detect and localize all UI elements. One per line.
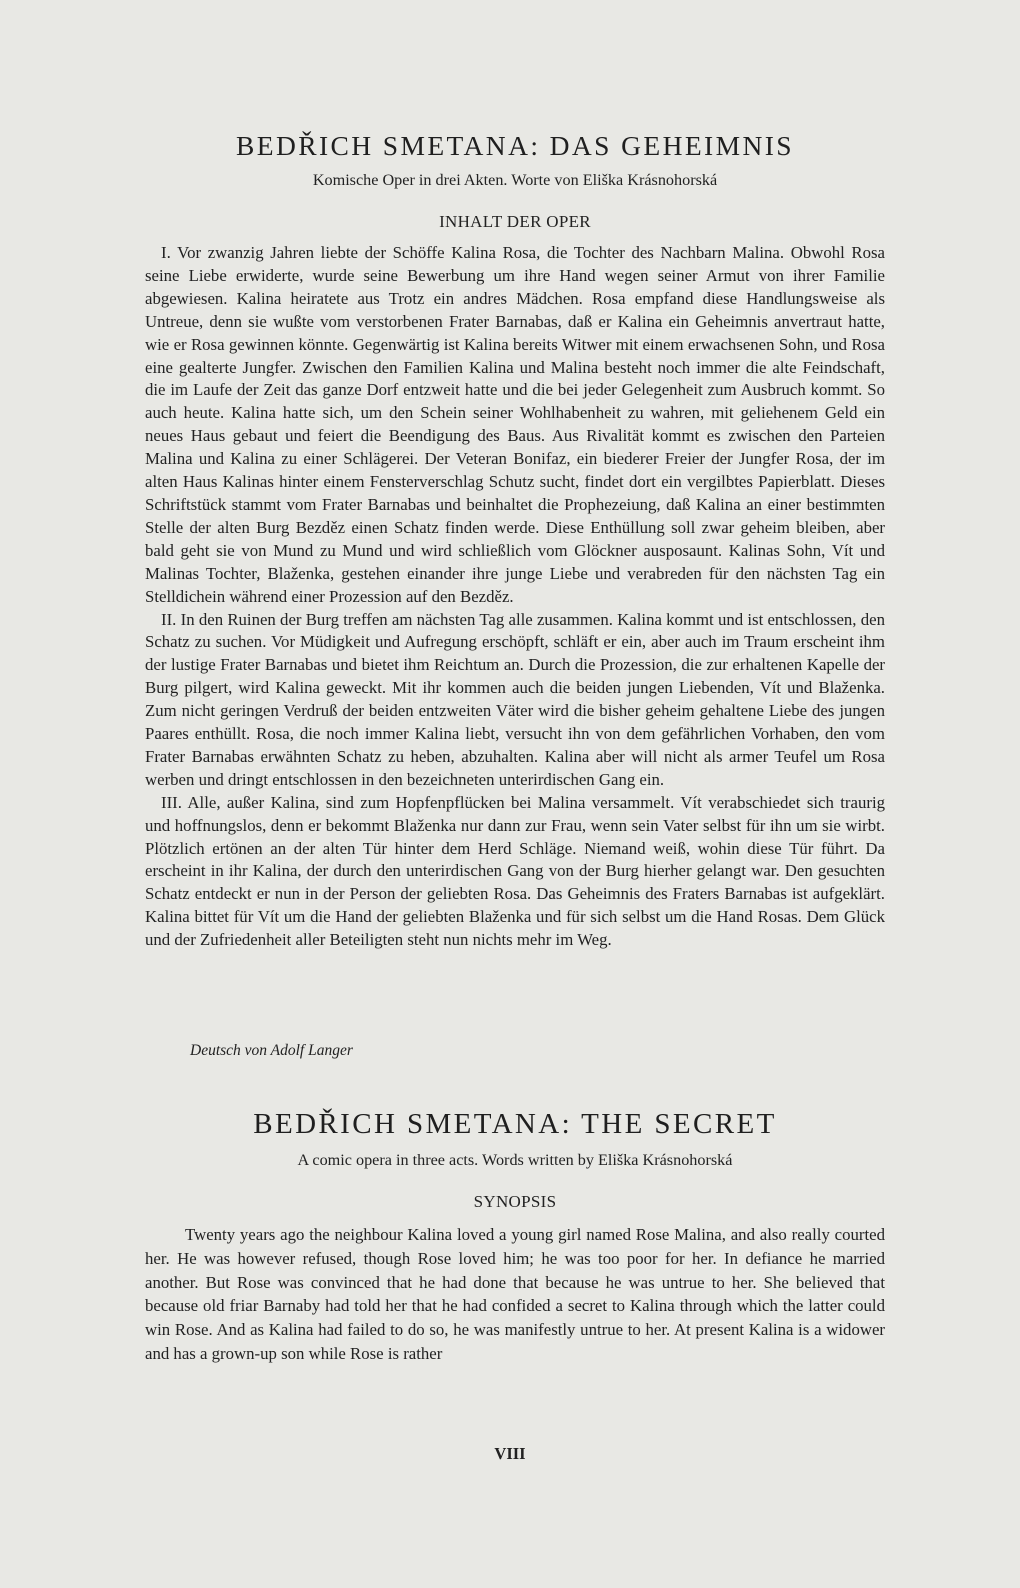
english-heading: SYNOPSIS xyxy=(473,1192,557,1211)
page-number: VIII xyxy=(494,1444,526,1463)
english-paragraph: Twenty years ago the neighbour Kalina loved a young girl named Rose Malina, and also really courted her. He was however refused, though Rose loved him; he was too poor for her. In defiance he married another. But Rose was convinced that he had done that because he was untrue to her. She believed that because old friar Barnaby had told her that he had confided a secret to Kalina through which the latter could win Rose. And as Kalina had failed to do so, he was manifestly untrue to her. At present Kalina is a widower and has a grown-up son while Rose is rather xyxy=(145,1225,885,1363)
german-subtitle: Komische Oper in drei Akten. Worte von Eliška Krásnohorská xyxy=(312,171,718,189)
german-section xyxy=(145,130,885,952)
german-heading: INHALT DER OPER xyxy=(439,212,591,231)
german-synopsis xyxy=(145,242,885,952)
translator-credit: Deutsch von Adolf Langer xyxy=(190,1042,353,1059)
english-section xyxy=(145,1108,885,1366)
english-subtitle: A comic opera in three acts. Words written by Eliška Krásnohorská xyxy=(297,1151,733,1169)
act-two-paragraph: II. In den Ruinen der Burg treffen am nächsten Tag alle zusammen. Kalina kommt und ist entschlossen, den Schatz zu suchen. Vor Müdigkeit und Aufregung erschöpft, schläft er ein, aber auch im Traum erscheint ihm der lustige Frater Barnabas und bietet ihm Reichtum an. Durch die Prozession, die zur erhaltenen Kapelle der Burg pilgert, wird Kalina geweckt. Mit ihr kommen auch die beiden jungen Liebenden, Vít und Blaženka. Zum nicht geringen Verdruß der beiden entzweiten Väter wird die bisher geheim gehaltene Liebe des jungen Paares enthüllt. Rosa, die noch immer Kalina liebt, versucht ihn von dem gefährlichen Vorhaben, den vom Frater Barnabas erwähnten Schatz zu heben, abzuhalten. Kalina aber will nicht als armer Teufel um Rosa werben und dringt entschlossen in den bezeichneten unterirdischen Gang ein. xyxy=(145,609,885,789)
act-one-paragraph: I. Vor zwanzig Jahren liebte der Schöffe Kalina Rosa, die Tochter des Nachbarn Malina. Obwohl Rosa seine Liebe erwiderte, wurde seine Bewerbung um ihre Hand wegen seiner Armut von ihrer Familie abgewiesen. Kalina heiratete aus Trotz ein andres Mädchen. Rosa empfand diese Handlungsweise als Untreue, denn sie wußte vom verstorbenen Frater Barnabas, daß er Kalina ein Geheimnis anvertraut hatte, wie er Rosa gewinnen könnte. Gegenwärtig ist Kalina bereits Witwer mit einem erwachsenen Sohn, und Rosa eine gealterte Jungfer. Zwischen den Familien Kalina und Malina besteht noch immer die alte Feindschaft, die im Laufe der Zeit das ganze Dorf entzweit hatte und die bei jeder Gelegenheit zum Ausbruch kommt. So auch heute. Kalina hatte sich, um den Schein seiner Wohlhabenheit zu wahren, mit geliehenem Geld ein neues Haus gebaut und feiert die Beendigung des Baus. Aus Rivalität kommt es zwischen den Parteien Malina und Kalina zu einer Schlägerei. Der Veteran Bonifaz, ein biederer Freier der Jungfer Rosa, der im alten Haus Kalinas hinter einem Fensterverschlag Schutz sucht, findet dort ein vergilbtes Papierblatt. Dieses Schriftstück stammt vom Frater Barnabas und beinhaltet die Prophezeiung, daß Kalina an einer bestimmten Stelle der alten Burg Bezděz einen Schatz finden werde. Diese Enthüllung soll zwar geheim bleiben, aber bald geht sie von Mund zu Mund und wird schließlich vom Glöckner ausposaunt. Kalinas Sohn, Vít und Malinas Tochter, Blaženka, gestehen einander ihre junge Liebe und verabreden für den nächsten Tag ein Stelldichein während einer Prozession auf den Bezděz. xyxy=(145,243,885,606)
german-title: BEDŘICH SMETANA: DAS GEHEIMNIS xyxy=(236,130,794,161)
act-three-paragraph: III. Alle, außer Kalina, sind zum Hopfenpflücken bei Malina versammelt. Vít verabschiedet sich traurig und hoffnungslos, denn er bekommt Blaženka nur dann zur Frau, wenn sein Vater selbst für ihn um sie wirbt. Plötzlich ertönen an der alten Tür hinter dem Herd Schläge. Niemand weiß, wohin diese Tür führt. Da erscheint in ihr Kalina, der durch den unterirdischen Gang von der Burg hierher gelangt war. Den gesuchten Schatz entdeckt er nun in der Person der geliebten Rosa. Das Geheimnis des Fraters Barnabas ist aufgeklärt. Kalina bittet für Vít um die Hand der geliebten Blaženka und für sich selbst um die Hand Rosas. Dem Glück und der Zufriedenheit aller Beteiligten steht nun nichts mehr im Weg. xyxy=(145,792,885,950)
english-title: BEDŘICH SMETANA: THE SECRET xyxy=(253,1108,777,1140)
